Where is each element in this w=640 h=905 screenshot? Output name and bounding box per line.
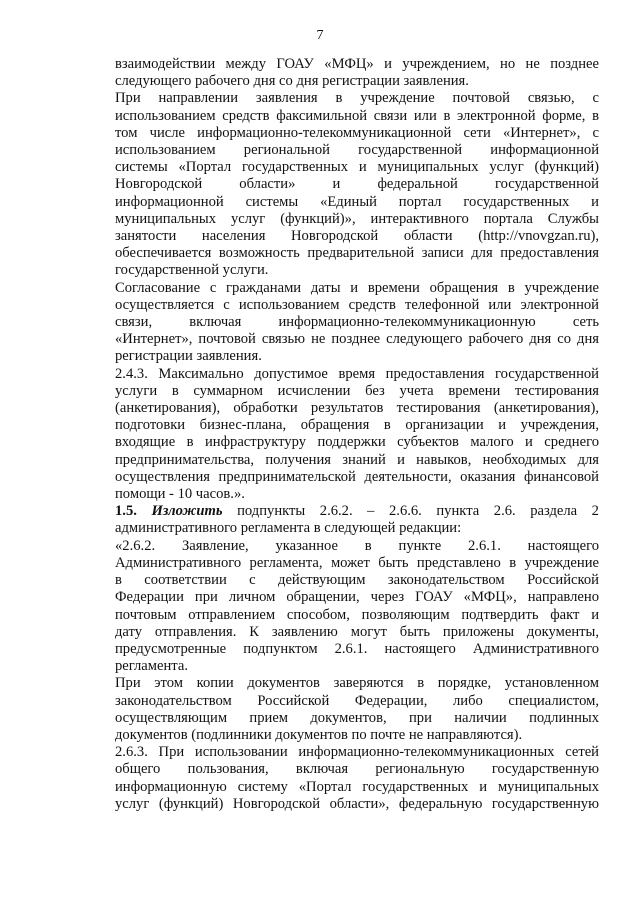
- section-verb: Изложить: [151, 503, 223, 520]
- text-line: осуществления предпринимательской деятельности, оказания финансовой: [115, 468, 599, 485]
- text-line: [115, 503, 599, 520]
- text-line: 2.6.3. При использовании информационно-телекоммуникационных сетей: [115, 744, 599, 761]
- text-line: Новгородской области» и федеральной государственной: [115, 176, 599, 193]
- paragraph: [115, 744, 599, 813]
- text-line: системы «Портал государственных и муниципальных услуг (функций): [115, 159, 599, 176]
- text-line: взаимодействии между ГОАУ «МФЦ» и учреждением, но не позднее: [115, 56, 599, 72]
- text-line: регламента.: [115, 658, 188, 675]
- text-line: занятости населения Новгородской области (http://vnovgzan.ru),: [115, 228, 599, 245]
- text-line: подготовки бизнес-плана, обращения в организации и учреждения,: [115, 417, 599, 434]
- text-line: следующего рабочего дня со дня регистрации заявления.: [115, 73, 469, 90]
- document-body: [115, 56, 599, 813]
- text-line: использованием региональной государственной информационной: [115, 142, 599, 159]
- text-line: предпринимательства, получения знаний и навыков, необходимых для: [115, 451, 599, 468]
- text-line: использованием средств факсимильной связи или в электронной форме, в: [115, 107, 599, 124]
- text-line: услуги в суммарном исчислении без учета времени тестирования: [115, 382, 599, 399]
- text-line: почтовым отправлением способом, позволяющим подтвердить факт и: [115, 606, 599, 623]
- text-line: предусмотренные подпунктом 2.6.1. настоящего Административного: [115, 640, 599, 657]
- text-line: том числе информационно-телекоммуникационной сети «Интернет», с: [115, 124, 599, 141]
- text-line: 2.4.3. Максимально допустимое время предоставления государственной: [115, 365, 599, 382]
- text-line: Федерации при личном обращении, через ГОАУ «МФЦ», направлено: [115, 589, 599, 606]
- text-line: информационную систему «Портал государственных и муниципальных: [115, 778, 599, 795]
- paragraph: [115, 675, 599, 744]
- text-line: помощи - 10 часов.».: [115, 486, 245, 503]
- text-line: государственной услуги.: [115, 262, 269, 279]
- paragraph: [115, 90, 599, 279]
- page-number: 7: [316, 28, 324, 43]
- text-line: законодательством Российской Федерации, либо специалистом,: [115, 692, 599, 709]
- text-line: услуг (функций) Новгородской области», федеральную государственную: [115, 795, 599, 812]
- text-line: (анкетирования), обработки результатов тестирования (анкетирования),: [115, 400, 599, 417]
- text-line: муниципальных услуг (функций)», интерактивного портала Службы: [115, 210, 599, 227]
- text-line: «2.6.2. Заявление, указанное в пункте 2.6.1. настоящего: [115, 537, 599, 554]
- text-line: осуществляющим прием документов, при наличии подлинных: [115, 709, 599, 726]
- text-line: Согласование с гражданами даты и времени обращения в учреждение: [115, 279, 599, 296]
- text-line: документов (подлинники документов по почте не направляются).: [115, 726, 523, 743]
- paragraph: [115, 538, 599, 676]
- text-line: осуществляется с использованием средств телефонной или электронной: [115, 296, 599, 313]
- text-line: При этом копии документов заверяются в порядке, установленном: [115, 675, 599, 692]
- paragraph: [115, 280, 599, 366]
- text-line: регистрации заявления.: [115, 348, 262, 365]
- text-line: При направлении заявления в учреждение почтовой связью, с: [115, 90, 599, 107]
- text-line: административного регламента в следующей редакции:: [115, 520, 462, 537]
- text-line: информационной системы «Единый портал государственных и: [115, 193, 599, 210]
- section-number: 1.5.: [115, 503, 137, 520]
- paragraph: [115, 366, 599, 504]
- text-line: в соответствии с действующим законодательством Российской: [115, 572, 599, 589]
- text-line: дату отправления. К заявлению могут быть приложены документы,: [115, 623, 599, 640]
- text-line: Административного регламента, может быть представлено в учреждение: [115, 554, 599, 571]
- text-line: общего пользования, включая региональную государственную: [115, 761, 599, 778]
- text-fragment: подпункты 2.6.2. – 2.6.6. пункта 2.6. раздела 2: [222, 503, 599, 520]
- text-line: «Интернет», почтовой связью не позднее следующего рабочего дня со дня: [115, 331, 599, 348]
- text-line: входящие в инфраструктуру поддержки субъектов малого и среднего: [115, 434, 599, 451]
- text-line: связи, включая информационно-телекоммуникационную сеть: [115, 314, 599, 331]
- text-line: обеспечивается возможность предварительной записи для предоставления: [115, 245, 599, 262]
- paragraph: [115, 56, 599, 90]
- paragraph: [115, 503, 599, 537]
